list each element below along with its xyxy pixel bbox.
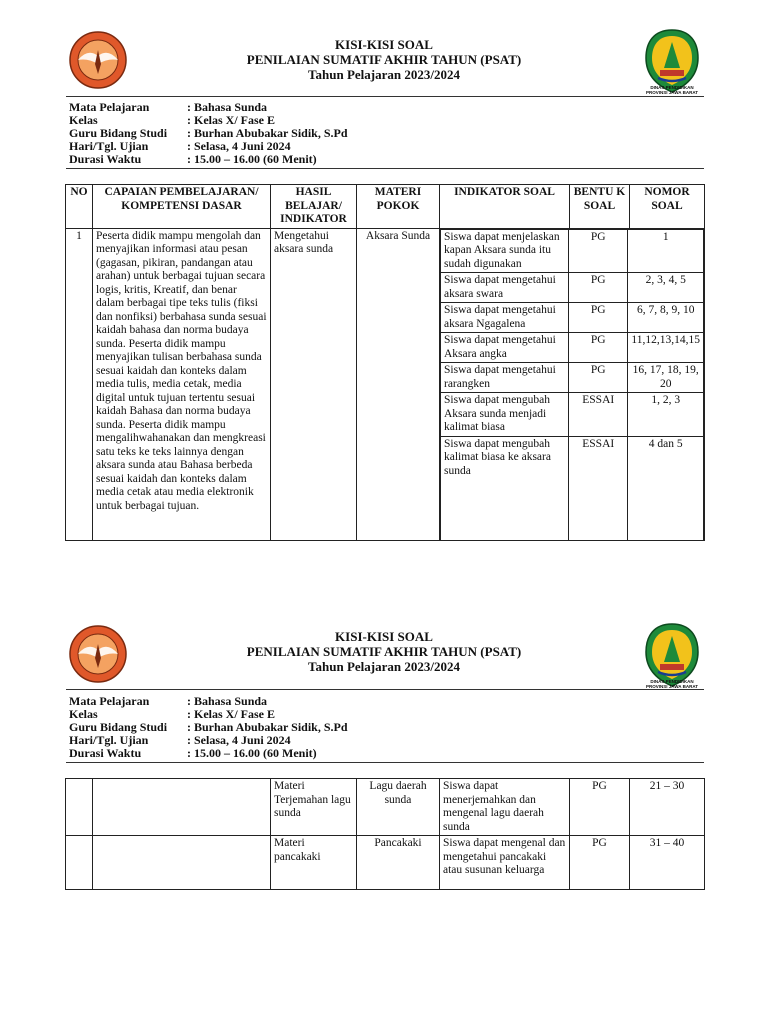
- exam-info: [69, 695, 348, 760]
- info-row: Mata Pelajaran : Bahasa Sunda: [69, 100, 268, 114]
- cell-no: 1: [66, 228, 93, 541]
- indicator-row: Siswa dapat menjelaskan kapan Aksara sunda itu sudah digunakan PG 1: [441, 229, 704, 273]
- cell-indikator: Siswa dapat mengenal dan mengetahui pancakaki atau susunan keluarga: [440, 836, 570, 890]
- cell-capaian: [93, 836, 271, 890]
- indicator-row: Siswa dapat mengetahui rarangken PG 16, 17, 18, 19, 20: [441, 363, 704, 393]
- info-divider: [66, 168, 704, 169]
- cell-materi: Pancakaki: [357, 836, 440, 890]
- header-indikator: INDIKATOR SOAL: [440, 185, 570, 229]
- table-row: [66, 836, 705, 890]
- header-hasil: HASIL BELAJAR/ INDIKATOR: [271, 185, 357, 229]
- exam-info: [69, 101, 348, 166]
- header-divider: [66, 96, 704, 97]
- cell-hasil: Mengetahui aksara sunda: [271, 228, 357, 541]
- header-materi: MATERI POKOK: [357, 185, 440, 229]
- document-title: KISI-KISI SOAL: [335, 629, 433, 644]
- header-bentuk: BENTU K SOAL: [570, 185, 630, 229]
- kisi-kisi-table-continued: [65, 778, 705, 890]
- info-row: Kelas : Kelas X/ Fase E: [69, 113, 275, 127]
- info-row: Durasi Waktu : 15.00 – 16.00 (60 Menit): [69, 746, 317, 760]
- dinas-caption: DINAS PENDIDIKAN PROVINSI JAWA BARAT: [645, 679, 698, 689]
- cell-indikator: Siswa dapat menerjemahkan dan mengenal lagu daerah sunda: [440, 779, 570, 836]
- indicator-row: Siswa dapat mengetahui Aksara angka PG 11,12,13,14,15: [441, 333, 704, 363]
- cell-materi: Aksara Sunda: [357, 228, 440, 541]
- table-row: [66, 779, 705, 836]
- indicator-row: Siswa dapat mengetahui aksara swara PG 2, 3, 4, 5: [441, 273, 704, 303]
- document-subtitle: PENILAIAN SUMATIF AKHIR TAHUN (PSAT): [246, 52, 522, 67]
- kisi-kisi-table: [65, 184, 705, 541]
- cell-capaian: [93, 779, 271, 836]
- info-row: Guru Bidang Studi : Burhan Abubakar Sidik, S.Pd: [69, 720, 348, 734]
- cell-bentuk: PG: [570, 836, 630, 890]
- info-row: Kelas : Kelas X/ Fase E: [69, 707, 275, 721]
- indicator-row: Siswa dapat mengetahui aksara Ngagalena PG 6, 7, 8, 9, 10: [441, 303, 704, 333]
- info-row: Mata Pelajaran : Bahasa Sunda: [69, 694, 268, 708]
- indicator-row: Siswa dapat mengubah kalimat biasa ke aksara sunda ESSAI 4 dan 5: [441, 436, 704, 540]
- info-row: Hari/Tgl. Ujian : Selasa, 4 Juni 2024: [69, 139, 291, 153]
- indicator-subtable-cell: [440, 228, 705, 541]
- cell-no: [66, 836, 93, 890]
- document-page-2: [0, 590, 768, 890]
- header-capaian: CAPAIAN PEMBELAJARAN/ KOMPETENSI DASAR: [93, 185, 271, 229]
- cell-materi: Lagu daerah sunda: [357, 779, 440, 836]
- table-header-row: [66, 185, 705, 229]
- document-subtitle: PENILAIAN SUMATIF AKHIR TAHUN (PSAT): [246, 644, 522, 659]
- cell-hasil: Materi pancakaki: [271, 836, 357, 890]
- cell-nomor: 31 – 40: [630, 836, 705, 890]
- header-no: NO: [66, 185, 93, 229]
- table-row: [66, 228, 705, 541]
- document-title: KISI-KISI SOAL: [335, 37, 433, 52]
- document-year: Tahun Pelajaran 2023/2024: [308, 659, 460, 674]
- header-nomor: NOMOR SOAL: [630, 185, 705, 229]
- document-year: Tahun Pelajaran 2023/2024: [308, 67, 460, 82]
- info-row: Durasi Waktu : 15.00 – 16.00 (60 Menit): [69, 152, 317, 166]
- info-row: Guru Bidang Studi : Burhan Abubakar Sidik, S.Pd: [69, 126, 348, 140]
- indicator-row: Siswa dapat mengubah Aksara sunda menjadi kalimat biasa ESSAI 1, 2, 3: [441, 393, 704, 437]
- cell-bentuk: PG: [570, 779, 630, 836]
- cell-hasil: Materi Terjemahan lagu sunda: [271, 779, 357, 836]
- info-row: Hari/Tgl. Ujian : Selasa, 4 Juni 2024: [69, 733, 291, 747]
- header-divider: [66, 689, 704, 690]
- info-divider: [66, 762, 704, 763]
- indicator-subtable: [440, 229, 704, 541]
- dinas-caption: DINAS PENDIDIKAN PROVINSI JAWA BARAT: [645, 85, 698, 95]
- cell-no: [66, 779, 93, 836]
- cell-nomor: 21 – 30: [630, 779, 705, 836]
- cell-capaian: Peserta didik mampu mengolah dan menyajikan informasi atau pesan (gagasan, pikiran, pandangan atau arahan) untuk berbagai tujuan secara logis, kritis, Kreatif, dan benar dalam berbagai tipe teks tulis (fiksi dan nonfiksi) berbahasa sunda sesuai kaidah bahasa dan norma budaya sunda. Peserta didik mampu menyajikan tulisan berbahasa sunda sesuai kaidah dan konteks dalam media tulis, media cetak, media digital untuk tujuan tertentu sesuai kaidah Bahasa dan norma budaya sunda. Peserta didik mampu mengalihwahanakan dan mengkreasi satu teks ke teks lainnya dengan aksara sunda atau Bahasa berbeda sesuai kaidah dan konteks dalam media cetak atau media elektronik untuk berbagai tujuan.: [93, 228, 271, 541]
